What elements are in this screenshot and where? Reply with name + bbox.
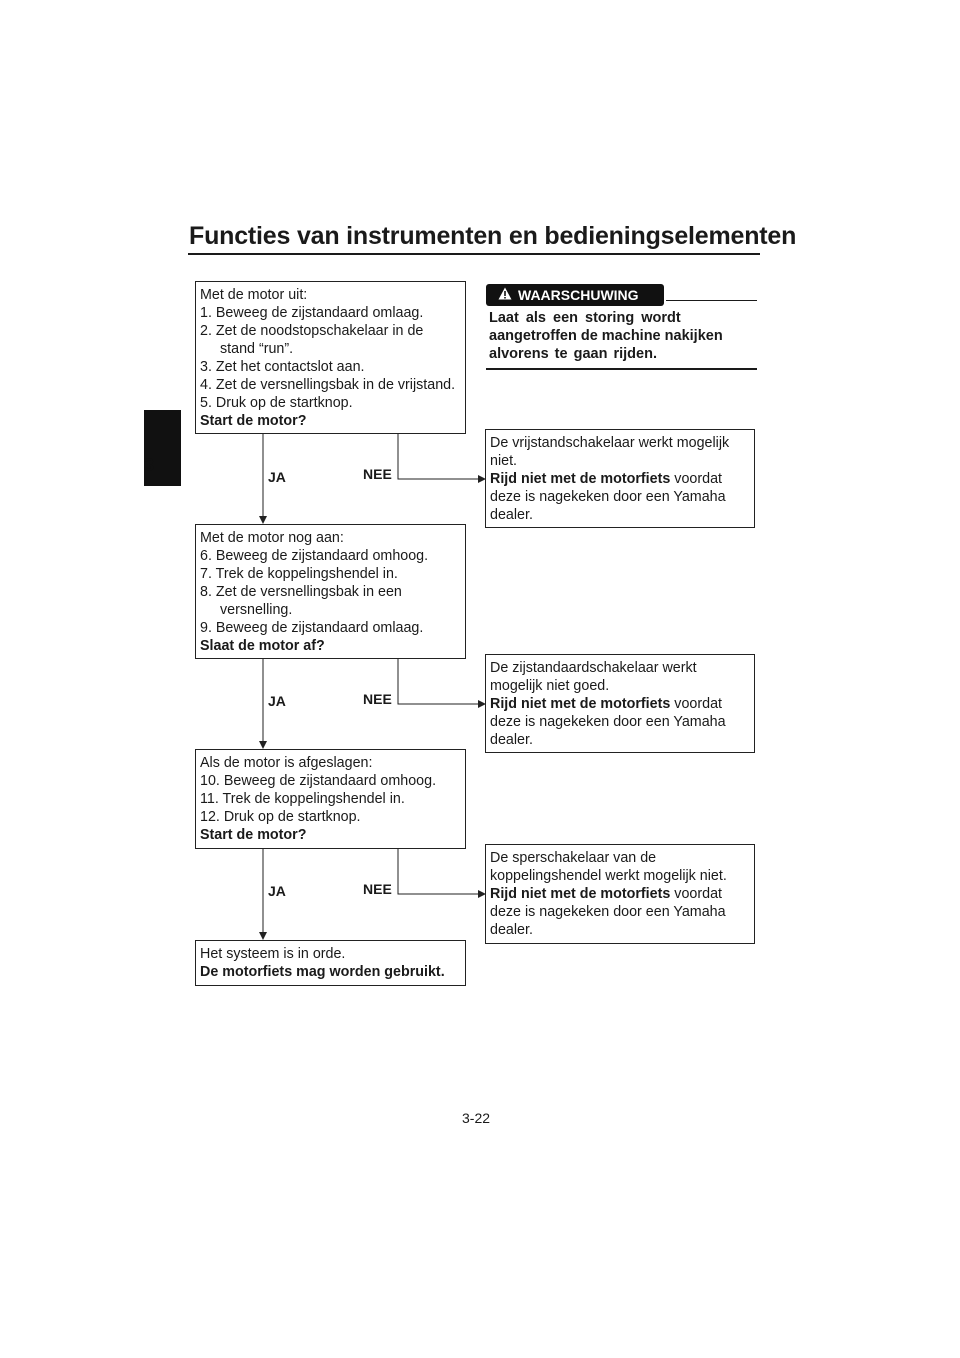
- step-line: stand “run”.: [220, 341, 294, 357]
- step-box-2: [195, 524, 466, 659]
- warning-line: Laat als een storing wordt: [489, 310, 681, 326]
- result-line: deze is nagekeken door een Yamaha: [490, 489, 726, 505]
- no-connector-1: [398, 434, 485, 479]
- yes-label-3: JA: [268, 883, 286, 899]
- step-line: Met de motor nog aan:: [200, 530, 344, 546]
- step-box-4: [195, 940, 466, 986]
- step-line: Met de motor uit:: [200, 287, 308, 303]
- result-warning: Rijd niet met de motorfiets: [490, 696, 671, 712]
- step-line: 5. Druk op de startknop.: [200, 395, 353, 411]
- warning-line: aangetroffen de machine nakijken: [489, 328, 723, 344]
- result-line: dealer.: [490, 507, 533, 523]
- step-line: 9. Beweeg de zijstandaard omlaag.: [200, 620, 424, 636]
- step-line: 3. Zet het contactslot aan.: [200, 359, 365, 375]
- result-line: deze is nagekeken door een Yamaha: [490, 904, 726, 920]
- step-box-3: [195, 749, 466, 849]
- warning-line: alvorens te gaan rijden.: [489, 346, 657, 362]
- result-box-1: [485, 429, 755, 528]
- step-question: De motorfiets mag worden gebruikt.: [200, 964, 445, 980]
- warning-text: [489, 309, 754, 363]
- step-line: versnelling.: [220, 602, 293, 618]
- step-line: 4. Zet de versnellingsbak in de vrijstand.: [200, 377, 456, 393]
- warning-label: WAARSCHUWING: [518, 287, 639, 303]
- yes-label-1: JA: [268, 469, 286, 485]
- result-box-2: [485, 654, 755, 753]
- result-line: deze is nagekeken door een Yamaha: [490, 714, 726, 730]
- result-line: voordat: [670, 471, 722, 487]
- step-question: Slaat de motor af?: [200, 638, 325, 654]
- no-label-3: NEE: [363, 881, 392, 897]
- step-line: Het systeem is in orde.: [200, 946, 346, 962]
- page-number: 3-22: [462, 1110, 491, 1126]
- result-line: dealer.: [490, 732, 533, 748]
- step-line: 12. Druk op de startknop.: [200, 809, 361, 825]
- result-line: dealer.: [490, 922, 533, 938]
- step-line: 10. Beweeg de zijstandaard omhoog.: [200, 773, 437, 789]
- step-line: 7. Trek de koppelingshendel in.: [200, 566, 398, 582]
- no-connector-2: [398, 659, 485, 704]
- result-box-3: [485, 844, 755, 944]
- step-question: Start de motor?: [200, 413, 307, 429]
- step-line: 6. Beweeg de zijstandaard omhoog.: [200, 548, 429, 564]
- no-label-2: NEE: [363, 691, 392, 707]
- result-line: mogelijk niet goed.: [490, 678, 610, 694]
- result-line: De vrijstandschakelaar werkt mogelijk: [490, 435, 730, 451]
- result-line: koppelingshendel werkt mogelijk niet.: [490, 868, 727, 884]
- step-line: 8. Zet de versnellingsbak in een: [200, 584, 402, 600]
- step-question: Start de motor?: [200, 827, 307, 843]
- chapter-number: 3: [143, 455, 154, 475]
- result-warning: Rijd niet met de motorfiets: [490, 471, 671, 487]
- step-box-1: [195, 281, 466, 434]
- warning-bottom-rule: [486, 368, 757, 370]
- no-connector-3: [398, 849, 485, 894]
- result-line: De sperschakelaar van de: [490, 850, 657, 866]
- result-line: niet.: [490, 453, 518, 469]
- result-line: voordat: [670, 696, 722, 712]
- step-line: 1. Beweeg de zijstandaard omlaag.: [200, 305, 424, 321]
- warning-triangle-icon: [498, 284, 512, 306]
- yes-label-2: JA: [268, 693, 286, 709]
- result-line: voordat: [670, 886, 722, 902]
- result-warning: Rijd niet met de motorfiets: [490, 886, 671, 902]
- warning-rule: [666, 300, 757, 301]
- no-label-1: NEE: [363, 466, 392, 482]
- result-line: De zijstandaardschakelaar werkt: [490, 660, 697, 676]
- step-line: 2. Zet de noodstopschakelaar in de: [200, 323, 424, 339]
- warning-badge: [486, 284, 664, 306]
- page-title: Functies van instrumenten en bedieningselementen: [189, 222, 797, 250]
- step-line: 11. Trek de koppelingshendel in.: [200, 791, 405, 807]
- step-line: Als de motor is afgeslagen:: [200, 755, 373, 771]
